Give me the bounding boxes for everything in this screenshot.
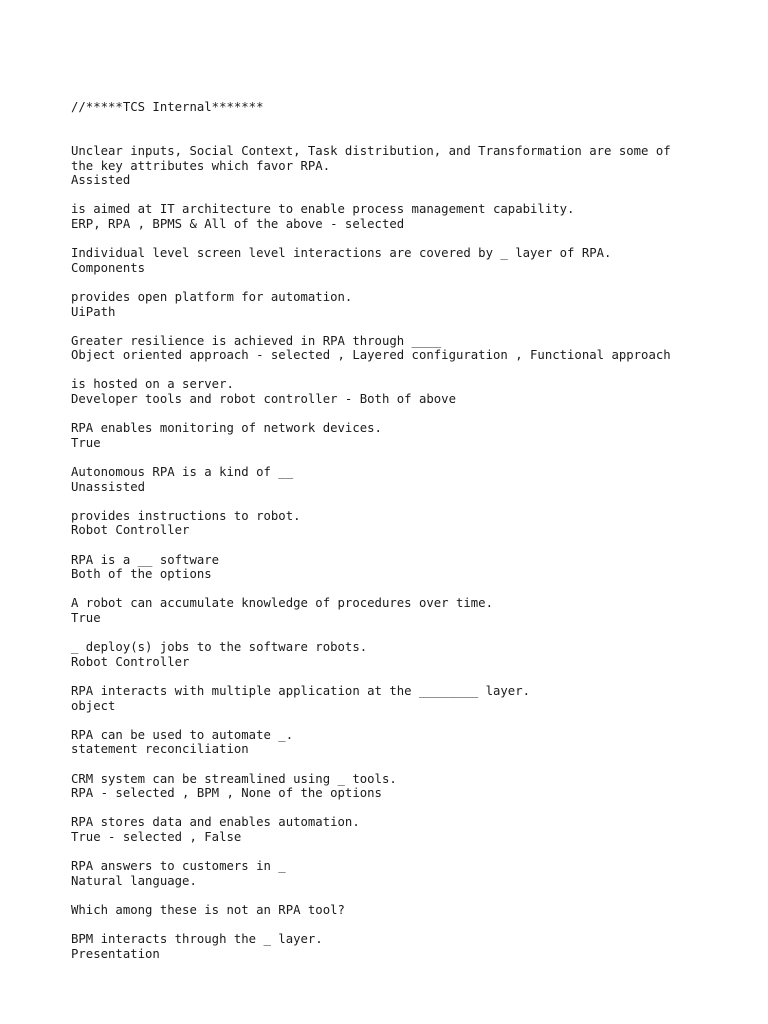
text-line: object	[71, 698, 116, 713]
blank-line	[71, 232, 751, 247]
blank-line	[71, 888, 751, 903]
text-line: RPA answers to customers in _	[71, 859, 286, 874]
text-line: Both of the options	[71, 567, 212, 582]
blank-line	[71, 275, 751, 290]
text-line: Individual level screen level interactions are covered by _ layer of RPA.	[71, 246, 612, 261]
text-line: BPM interacts through the _ layer.	[71, 932, 323, 947]
text-line: Natural language.	[71, 873, 197, 888]
text-line: RPA stores data and enables automation.	[71, 815, 360, 830]
text-line: statement reconciliation	[71, 742, 249, 757]
text-line: RPA enables monitoring of network devices.	[71, 421, 382, 436]
blank-line	[71, 582, 751, 597]
text-line: provides open platform for automation.	[71, 289, 353, 304]
text-line: ERP, RPA , BPMS & All of the above - selected	[71, 216, 405, 231]
blank-line	[71, 363, 751, 378]
blank-line	[71, 801, 751, 816]
text-line: Greater resilience is achieved in RPA through ____	[71, 333, 442, 348]
blank-line	[71, 538, 751, 553]
blank-line	[71, 494, 751, 509]
text-line: Developer tools and robot controller - Both of above	[71, 392, 456, 407]
document-body	[71, 144, 751, 961]
text-line: True	[71, 610, 101, 625]
text-line: Robot Controller	[71, 523, 190, 538]
text-line: Assisted	[71, 173, 131, 188]
blank-line	[71, 757, 751, 772]
document-header: //*****TCS Internal*******	[71, 100, 264, 115]
blank-line	[71, 188, 751, 203]
text-line: Robot Controller	[71, 654, 190, 669]
text-line: Unclear inputs, Social Context, Task distribution, and Transformation are some of	[71, 143, 671, 158]
text-line: is aimed at IT architecture to enable process management capability.	[71, 202, 575, 217]
text-line: the key attributes which favor RPA.	[71, 158, 331, 173]
text-line: A robot can accumulate knowledge of procedures over time.	[71, 596, 493, 611]
blank-line	[71, 917, 751, 932]
text-line: CRM system can be streamlined using _ tools.	[71, 771, 397, 786]
text-line: Unassisted	[71, 479, 146, 494]
text-line: Autonomous RPA is a kind of __	[71, 465, 294, 480]
text-line: True - selected , False	[71, 829, 242, 844]
text-line: Object oriented approach - selected , Layered configuration , Functional approach	[71, 348, 671, 363]
text-line: True	[71, 435, 101, 450]
text-line: RPA is a __ software	[71, 552, 220, 567]
blank-line	[71, 713, 751, 728]
blank-line	[71, 450, 751, 465]
blank-line	[71, 319, 751, 334]
text-line: RPA - selected , BPM , None of the options	[71, 786, 382, 801]
text-line: provides instructions to robot.	[71, 508, 301, 523]
text-line: RPA interacts with multiple application at the ________ layer.	[71, 683, 531, 698]
text-line: RPA can be used to automate _.	[71, 727, 294, 742]
blank-line	[71, 669, 751, 684]
text-line: _ deploy(s) jobs to the software robots.	[71, 640, 368, 655]
document-page	[71, 71, 751, 976]
blank-line	[71, 844, 751, 859]
text-line: Components	[71, 260, 146, 275]
text-line: Presentation	[71, 946, 160, 961]
text-line: is hosted on a server.	[71, 377, 234, 392]
blank-line	[71, 407, 751, 422]
text-line: UiPath	[71, 304, 116, 319]
text-line: Which among these is not an RPA tool?	[71, 902, 345, 917]
blank-line	[71, 626, 751, 641]
